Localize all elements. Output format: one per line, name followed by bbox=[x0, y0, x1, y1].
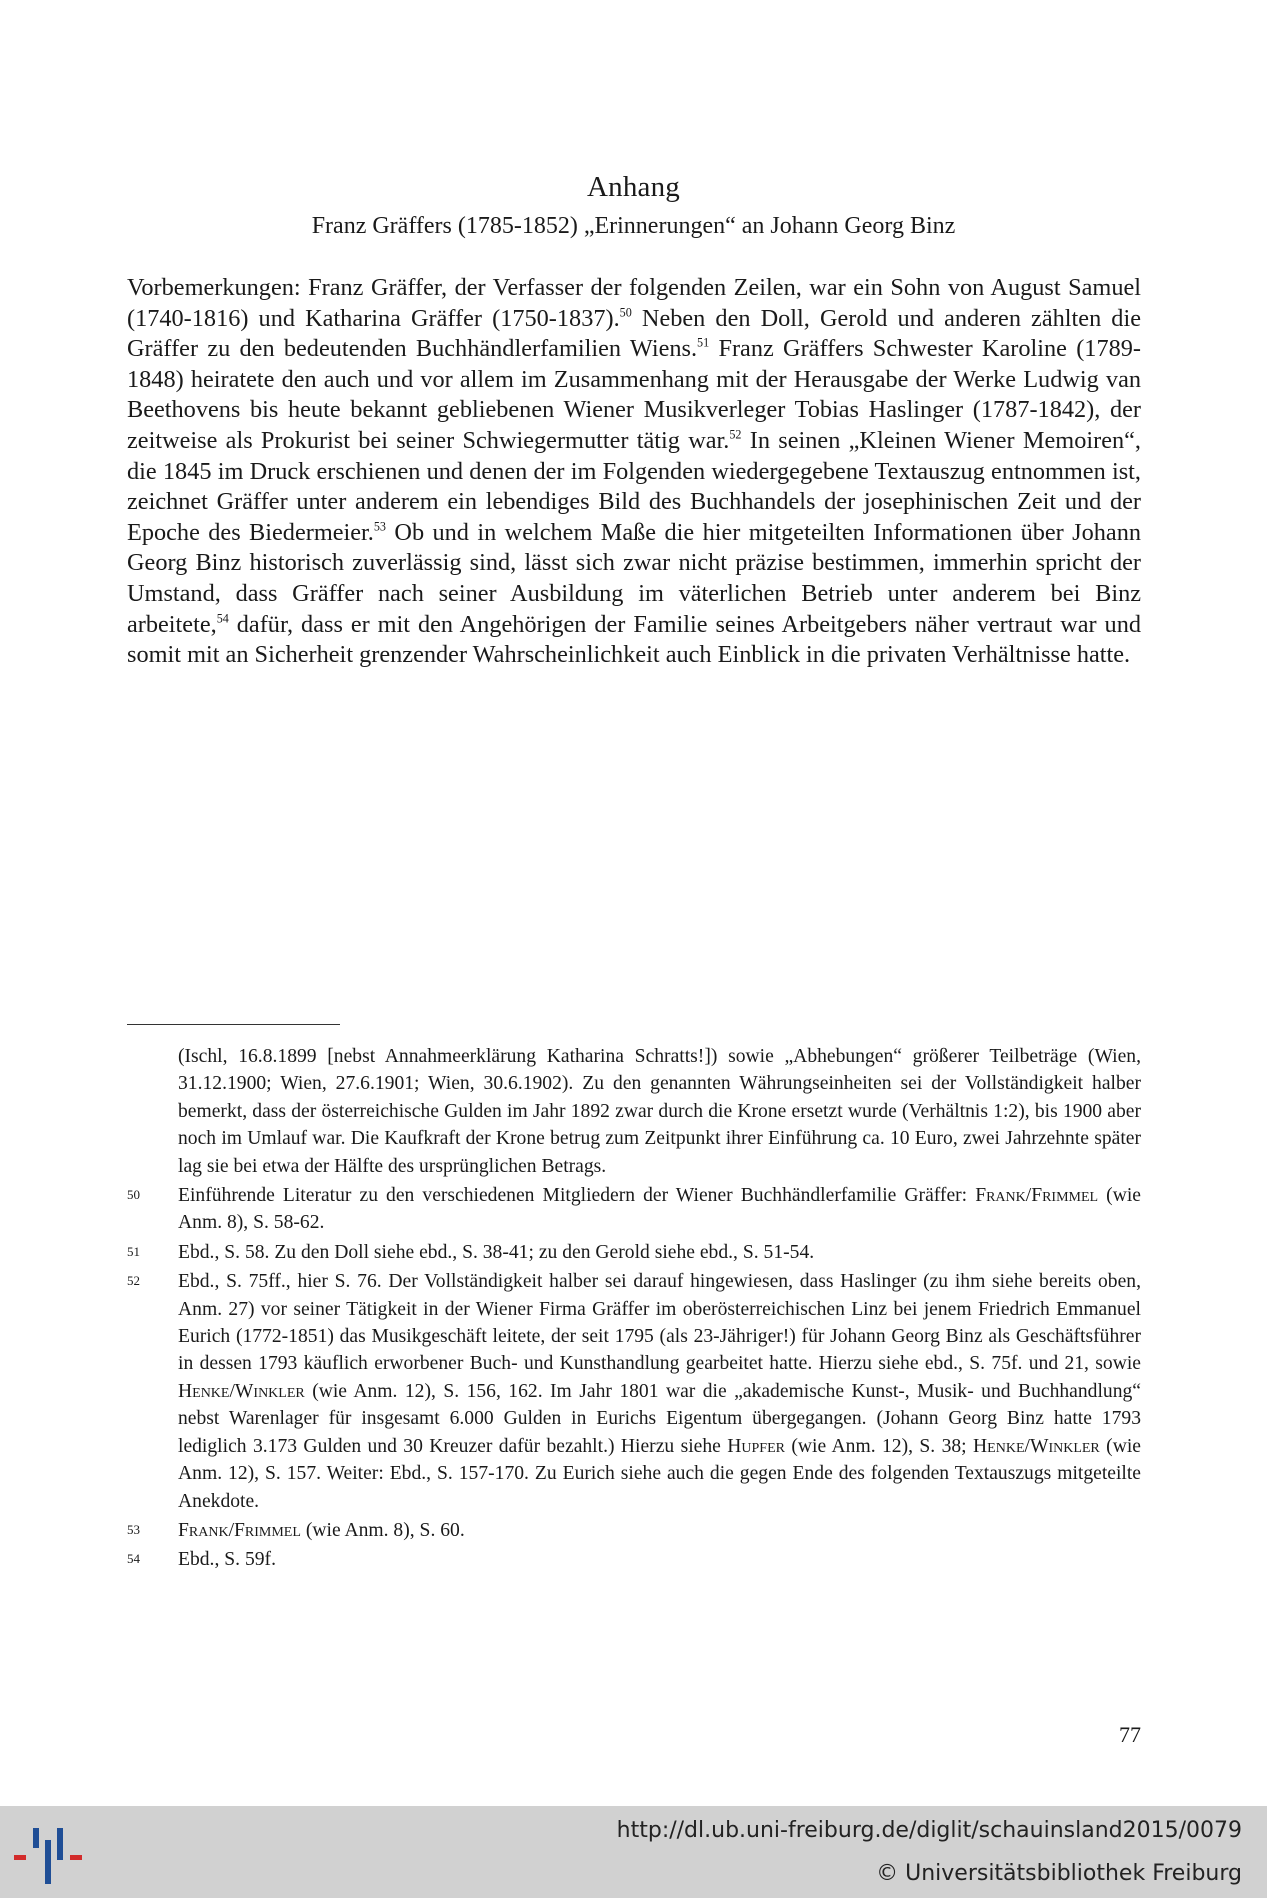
footnote-ref[interactable]: 53 bbox=[373, 519, 386, 534]
footnote-number: 54 bbox=[127, 1551, 140, 1567]
intro-text: Franz Gräffers Schwester Karoline (1789-1848) heiratete den auch und vor allem im Zusammenhang mit der Herausgabe der Werke Ludwig van Beethovens bis heute bekannt gebliebenen Wiener Musikverleger Tobias Haslinger (1787-1842), der zeitweise als Prokurist bei seiner Schwiegermutter tätig war. bbox=[127, 335, 1141, 454]
footnote-text: (wie Anm. 12), S. 156, 162. Im Jahr 1801 war die „akademische Kunst-, Musik- und Buchhandlung“ nebst Warenlager für insgesamt 6.000 Gulden in Eurichs Eigentum übergegangen. (Johann Georg Binz hatte 1793 lediglich 3.173 Gulden und 30 Kreuzer dafür bezahlt.) Hierzu siehe bbox=[178, 1380, 1141, 1457]
intro-text: dafür, dass er mit den Angehörigen der Familie seines Arbeitgebers näher vertraut war und somit mit an Sicherheit grenzender Wahrscheinlichkeit auch Einblick in die privaten Verhältnisse hatte. bbox=[127, 610, 1141, 669]
footnote-text: (Ischl, 16.8.1899 [nebst Annahmeerklärung Katharina Schratts!]) sowie „Abhebungen“ größerer Teilbeträge (Wien, 31.12.1900; Wien, 27.6.1901; Wien, 30.6.1902). Zu den genannten Währungseinheiten sei der Vollständigkeit halber bemerkt, dass der österreichische Gulden im Jahr 1892 zwar durch die Krone ersetzt wurde (Verhältnis 1:2), bis 1900 aber noch im Umlauf war. Die Kaufkraft der Krone betrug zum Zeitpunkt ihrer Einführung ca. 10 Euro, zwei Jahrzehnte später lag sie bei etwa der Hälfte des ursprünglichen Betrags. bbox=[178, 1046, 1141, 1177]
author-name: Henke/Winkler bbox=[178, 1380, 305, 1402]
footnotes bbox=[127, 1043, 1141, 1574]
footer-url-link[interactable]: http://dl.ub.uni-freiburg.de/diglit/schauinsland2015/0079 bbox=[616, 1818, 1242, 1843]
page-title: Anhang bbox=[586, 171, 680, 203]
intro-text: Neben den Doll, Gerold und anderen zählten die Gräffer zu den bedeutenden Buchhändlerfamilien Wiens. bbox=[127, 304, 1141, 363]
footnote-continuation bbox=[127, 1043, 1141, 1180]
footnote-number: 53 bbox=[127, 1521, 140, 1537]
footnote-text: (wie Anm. 8), S. 58-62. bbox=[178, 1185, 1141, 1234]
footnote-text: Ebd., S. 58. Zu den Doll siehe ebd., S. 38-41; zu den Gerold siehe ebd., S. 51-54. bbox=[178, 1241, 815, 1263]
author-name: Henke/Winkler bbox=[973, 1435, 1100, 1457]
intro-text: In seinen „Kleinen Wiener Memoiren“, die 1845 im Druck erschienen und denen der im Folgenden wiedergegebene Textauszug entnommen ist, zeichnet Gräffer unter anderem ein lebendiges Bild des Buchhandels der josephinischen Zeit und der Epoche des Biedermeier. bbox=[127, 426, 1141, 546]
footnote-text: (wie Anm. 12), S. 38; bbox=[784, 1435, 974, 1457]
footnote-ref[interactable]: 52 bbox=[729, 427, 742, 442]
footnote-52 bbox=[127, 1268, 1141, 1515]
footnote-ref[interactable]: 50 bbox=[619, 304, 632, 319]
author-name: Frank/Frimmel bbox=[975, 1185, 1099, 1207]
page-subtitle: Franz Gräffers (1785-1852) „Erinnerungen“ an Johann Georg Binz bbox=[311, 213, 956, 239]
footnote-number: 50 bbox=[127, 1187, 140, 1203]
footnote-ref[interactable]: 54 bbox=[216, 610, 229, 625]
footnote-number: 51 bbox=[127, 1243, 140, 1259]
footnote-text: Ebd., S. 59f. bbox=[178, 1549, 276, 1571]
author-name: Frank/Frimmel bbox=[178, 1519, 301, 1541]
footnote-ref[interactable]: 51 bbox=[697, 335, 710, 350]
footer-copyright: © Universitätsbibliothek Freiburg bbox=[876, 1861, 1242, 1886]
footer-bar bbox=[0, 1806, 1267, 1898]
footnote-text: Einführende Literatur zu den verschiedenen Mitgliedern der Wiener Buchhändlerfamilie Gräffer: bbox=[178, 1185, 976, 1207]
footnote-53 bbox=[127, 1517, 1141, 1544]
author-name: Hupfer bbox=[727, 1435, 785, 1457]
footnote-text: (wie Anm. 12), S. 157. Weiter: Ebd., S. 157-170. Zu Eurich siehe auch die gegen Ende des folgenden Textauszugs mitgeteilte Anekdote. bbox=[178, 1435, 1141, 1512]
footnote-text: Ebd., S. 75ff., hier S. 76. Der Vollständigkeit halber sei darauf hingewiesen, dass Haslinger (zu ihm siehe bereits oben, Anm. 27) vor seiner Tätigkeit in der Wiener Firma Gräffer im oberösterreichischen Linz bei jenem Friedrich Emmanuel Eurich (1772-1851) das Musikgeschäft leitete, der seit 1795 (als 23-Jähriger!) für Johann Georg Binz als Geschäftsführer in dessen 1793 käuflich erworbener Buch- und Kunsthandlung gearbeitet hatte. Hierzu siehe ebd., S. 75f. und 21, sowie bbox=[178, 1271, 1141, 1375]
intro-text: Vorbemerkungen: Franz Gräffer, der Verfasser der folgenden Zeilen, war ein Sohn von August Samuel (1740-1816) und Katharina Gräffer (1750-1837). bbox=[127, 274, 1141, 332]
footnote-54 bbox=[127, 1546, 1141, 1573]
footnote-number: 52 bbox=[127, 1273, 140, 1289]
footnote-50 bbox=[127, 1182, 1141, 1237]
ub-freiburg-logo-icon[interactable] bbox=[14, 1826, 84, 1884]
footnote-divider bbox=[127, 1024, 340, 1025]
footnote-51 bbox=[127, 1239, 1141, 1266]
footnote-text: (wie Anm. 8), S. 60. bbox=[300, 1519, 465, 1541]
intro-paragraph bbox=[127, 273, 1141, 671]
page-number: 77 bbox=[1119, 1722, 1141, 1747]
intro-text: Ob und in welchem Maße die hier mitgeteilten Informationen über Johann Georg Binz historisch zuverlässig sind, lässt sich zwar nicht präzise bestimmen, immerhin spricht der Umstand, dass Gräffer nach seiner Ausbildung im väterlichen Betrieb unter anderem bei Binz arbeitete, bbox=[127, 518, 1141, 638]
